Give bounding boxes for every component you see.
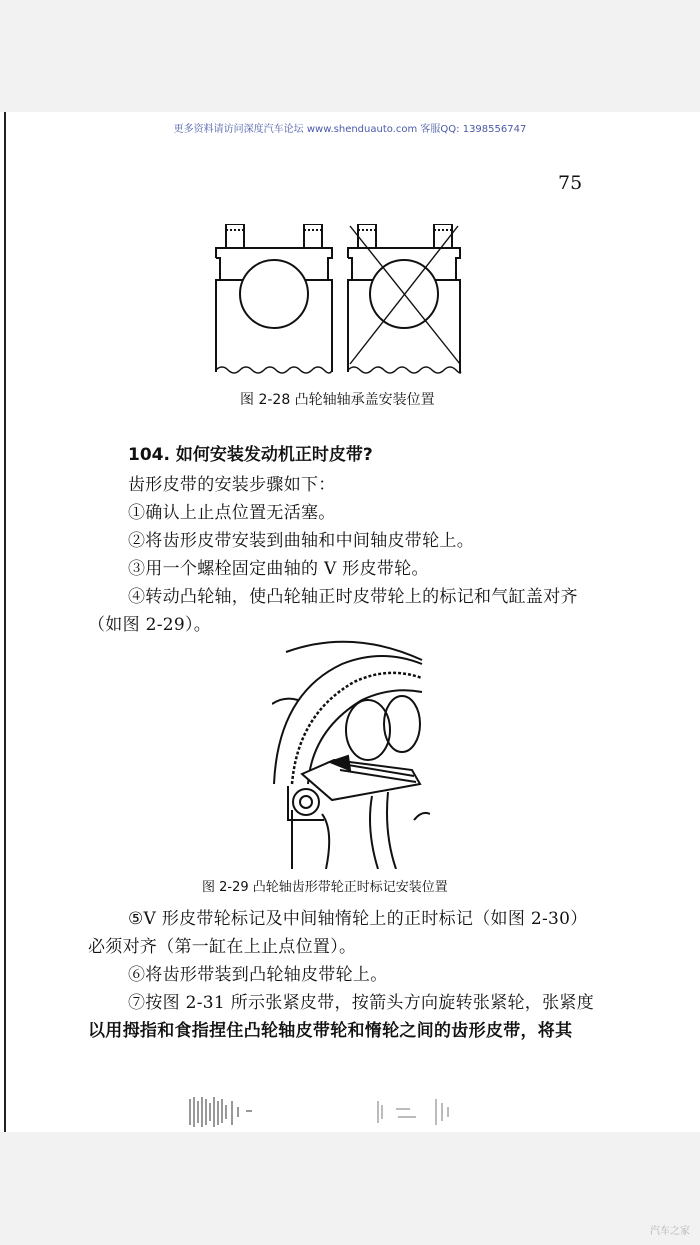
corner-watermark: 汽车之家 [650, 1226, 690, 1237]
step-4-line-2: （如图 2-29）。 [88, 615, 212, 635]
step-2: ②将齿形皮带安装到曲轴和中间轴皮带轮上。 [128, 531, 474, 551]
page-left-border [4, 112, 6, 1132]
section-intro: 齿形皮带的安装步骤如下： [128, 475, 336, 495]
step-4-line-1: ④转动凸轮轴，使凸轮轴正时皮带轮上的标记和气缸盖对齐 [128, 587, 578, 607]
page-number: 75 [558, 172, 583, 194]
scan-artifact-left [186, 1095, 266, 1129]
step-1: ①确认上止点位置无活塞。 [128, 503, 336, 523]
step-6: ⑥将齿形带装到凸轮轴皮带轮上。 [128, 965, 388, 985]
watermark-header: 更多资料请访问深度汽车论坛 www.shenduauto.com 客服QQ: 1398556747 [173, 124, 527, 135]
figure-2-29-drawing [272, 634, 430, 869]
step-5-line-2: 必须对齐（第一缸在上止点位置）。 [88, 937, 357, 957]
section-title: 104. 如何安装发动机正时皮带? [128, 445, 373, 465]
step-7-line-2: 以用拇指和食指捏住凸轮轴皮带轮和惰轮之间的齿形皮带，将其 [88, 1021, 573, 1041]
figure-2-28-drawing [204, 224, 476, 376]
step-3: ③用一个螺栓固定曲轴的 V 形皮带轮。 [128, 559, 429, 579]
step-5-line-1: ⑤V 形皮带轮标记及中间轴惰轮上的正时标记（如图 2-30） [128, 909, 588, 929]
scan-artifact-right [376, 1095, 456, 1129]
step-7-line-1: ⑦按图 2-31 所示张紧皮带，按箭头方向旋转张紧轮，张紧度 [128, 993, 594, 1013]
figure-2-28-caption: 图 2-28 凸轮轴轴承盖安装位置 [240, 392, 435, 408]
figure-2-29-caption: 图 2-29 凸轮轴齿形带轮正时标记安装位置 [202, 880, 448, 895]
document-page [0, 112, 700, 1132]
